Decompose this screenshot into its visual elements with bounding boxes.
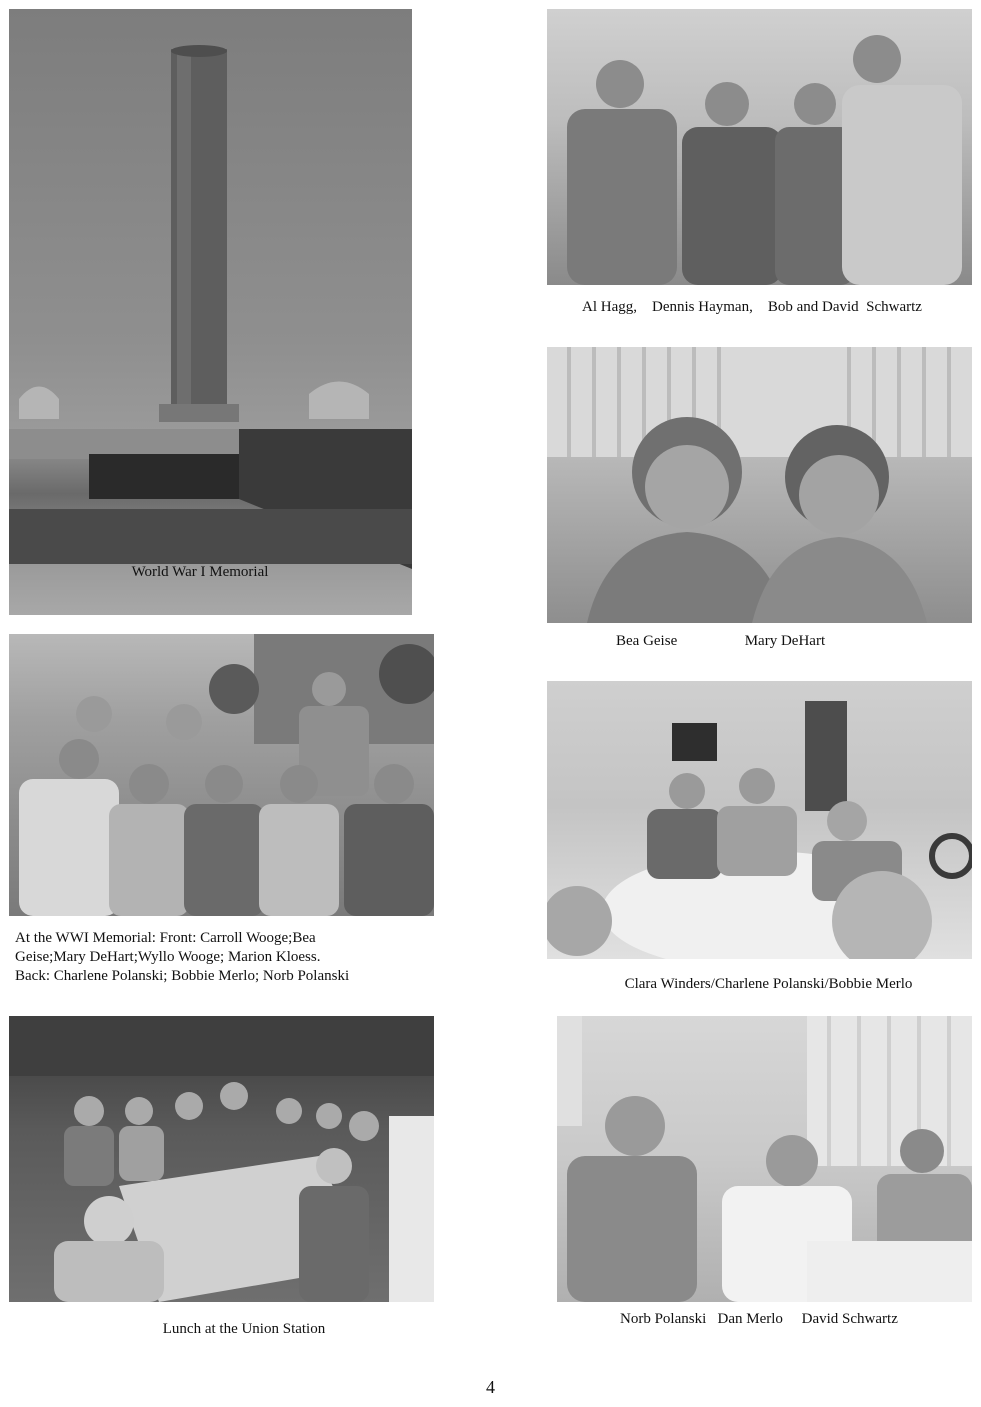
four-men-illustration <box>547 9 972 285</box>
caption-three-women-table: Clara Winders/Charlene Polanski/Bobbie Merlo <box>624 976 913 992</box>
caption-wwi-group-line-1: At the WWI Memorial: Front: Carroll Wooge;Bea <box>15 930 316 946</box>
three-women-illustration <box>547 681 972 959</box>
photo-union-station-lunch <box>9 1016 434 1302</box>
caption-wwi-group <box>15 929 349 986</box>
photo-four-men <box>547 9 972 285</box>
photo-three-women-table <box>547 681 972 959</box>
caption-three-men: Norb Polanski Dan Merlo David Schwartz <box>620 1311 898 1327</box>
photo-wwi-group <box>9 634 434 916</box>
photo-two-women <box>547 347 972 623</box>
caption-wwi-memorial: World War I Memorial <box>131 564 269 580</box>
page-number: 4 <box>486 1377 495 1397</box>
caption-union-station-lunch: Lunch at the Union Station <box>162 1321 326 1337</box>
photo-three-men <box>557 1016 972 1302</box>
caption-four-men: Al Hagg, Dennis Hayman, Bob and David Schwartz <box>582 299 922 315</box>
caption-wwi-group-line-3: Back: Charlene Polanski; Bobbie Merlo; Norb Polanski <box>15 968 350 984</box>
photo-wwi-memorial <box>9 9 412 615</box>
lunch-illustration <box>9 1016 434 1302</box>
wwi-group-illustration <box>9 634 434 916</box>
two-women-illustration <box>547 347 972 623</box>
memorial-tower-illustration <box>9 9 412 615</box>
caption-wwi-group-line-2: Geise;Mary DeHart;Wyllo Wooge; Marion Kloess. <box>15 949 321 965</box>
caption-two-women: Bea Geise Mary DeHart <box>616 633 826 649</box>
three-men-illustration <box>557 1016 972 1302</box>
